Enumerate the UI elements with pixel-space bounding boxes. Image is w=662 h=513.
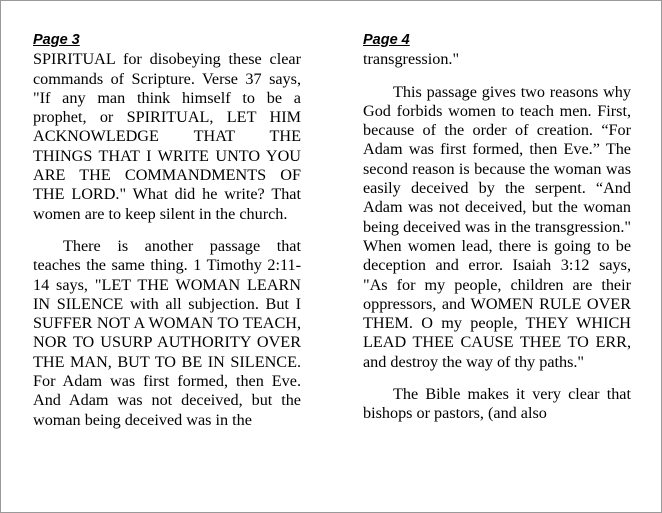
page-4-paragraph-1: transgression." [363,50,460,69]
page-4-column [363,31,631,424]
page-3-paragraph-2: There is another passage that teaches the same thing. 1 Timothy 2:11-14 says, "LET THE WOMAN LEARN IN SILENCE with all subjection. But I SUFFER NOT A WOMAN TO TEACH, NOR TO USURP AUTHORITY OVER THE MAN, BUT TO BE IN SILENCE. For Adam was first formed, then Eve. And Adam was not deceived, but the woman being deceived was in the [33,236,301,429]
page-3-label: Page 3 [33,32,80,48]
page-3-paragraph-1: SPIRITUAL for disobeying these clear commands of Scripture. Verse 37 says, "If any man think himself to be a prophet, or SPIRITUAL, LET HIM ACKNOWLEDGE THAT THE THINGS THAT I WRITE UNTO YOU ARE THE COMMANDMENTS OF THE LORD." What did he write? That women are to keep silent in the church. [33,50,301,223]
page-3-column [33,31,301,430]
page-4-label: Page 4 [363,32,410,48]
page-4-paragraph-3: The Bible makes it very clear that bishops or pastors, (and also [363,385,631,423]
page-4-paragraph-2: This passage gives two reasons why God forbids women to teach men. First, because of the order of creation. “For Adam was first formed, then Eve.” The second reason is because the woman was easily deceived by the serpent. “And Adam was not deceived, but the woman being deceived was in the transgression." When women lead, there is going to be deception and error. Isaiah 3:12 says, "As for my people, children are their oppressors, and WOMEN RULE OVER THEM. O my people, THEY WHICH LEAD THEE CAUSE THEE TO ERR, and destroy the way of thy paths." [363,82,631,371]
